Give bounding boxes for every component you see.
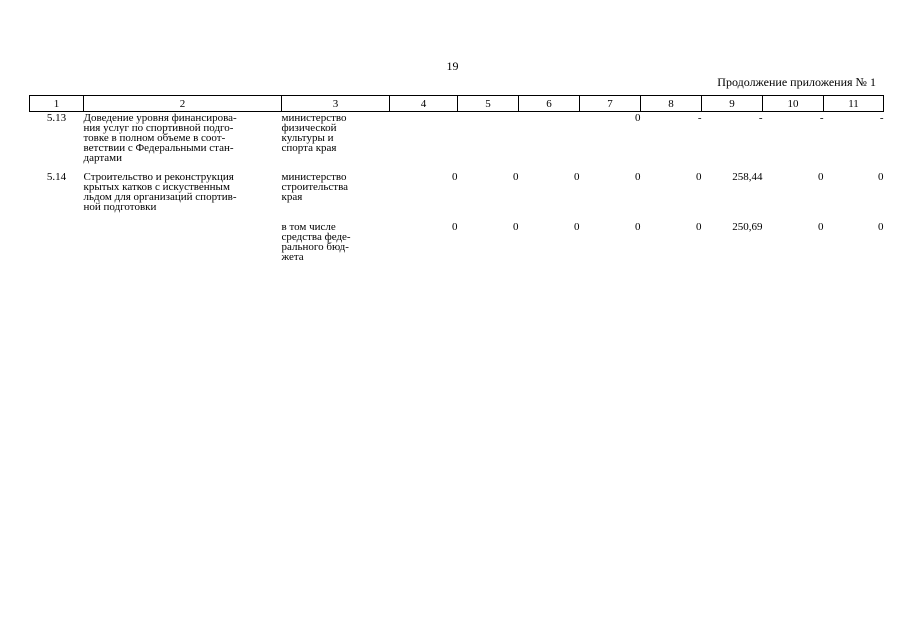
page-number: 19 (446, 59, 459, 73)
column-header: 8 (641, 96, 702, 112)
value-cell (390, 112, 458, 171)
row-organization (282, 220, 390, 266)
text-line: края (281, 191, 303, 203)
column-header: 2 (84, 96, 282, 112)
value-cell: - (697, 112, 702, 124)
column-header: 1 (30, 96, 84, 112)
row-number (30, 220, 84, 266)
column-header: 3 (282, 96, 390, 112)
value-cell: - (879, 112, 884, 124)
text-line: рального бюд- (281, 241, 349, 253)
text-line: министерство (281, 171, 347, 183)
value-cell: 0 (818, 171, 824, 183)
continuation-label: Продолжение приложения № 1 (717, 75, 876, 89)
text-line: строительства (281, 181, 349, 193)
text-line: льдом для организаций спортив- (83, 191, 237, 203)
text-line: физической (281, 122, 337, 134)
table-header-row (30, 96, 884, 112)
row-description (84, 112, 282, 171)
value-cell: 0 (635, 112, 641, 124)
column-header: 10 (763, 96, 824, 112)
text-line: дартами (83, 152, 123, 164)
row-description (84, 170, 282, 220)
row-number: 5.14 (46, 171, 67, 183)
value-cell: 250,69 (732, 221, 763, 233)
value-cell: 0 (696, 221, 702, 233)
column-header: 7 (580, 96, 641, 112)
text-line: Доведение уровня финансирова- (83, 112, 237, 124)
column-header: 6 (519, 96, 580, 112)
text-line: ния услуг по спортивной подго- (83, 122, 234, 134)
table-row (30, 112, 884, 171)
value-cell: 0 (452, 171, 458, 183)
text-line: крытых катков с искуственным (83, 181, 230, 193)
text-line: в том числе (281, 221, 336, 233)
value-cell: 0 (696, 171, 702, 183)
value-cell: 0 (818, 221, 824, 233)
value-cell (519, 112, 580, 171)
value-cell: 0 (878, 171, 884, 183)
table-row (30, 220, 884, 266)
text-line: товке в полном объеме в соот- (83, 132, 226, 144)
text-line: Строительство и реконструкция (83, 171, 234, 183)
text-line: спорта края (281, 142, 337, 154)
text-line: ветствии с Федеральными стан- (83, 142, 234, 154)
value-cell: - (758, 112, 763, 124)
value-cell: 0 (574, 171, 580, 183)
text-line: культуры и (281, 132, 334, 144)
row-organization (282, 170, 390, 220)
table-row (30, 170, 884, 220)
value-cell: 0 (635, 221, 641, 233)
text-line: средства феде- (281, 231, 351, 243)
value-cell: 0 (513, 221, 519, 233)
row-description (84, 220, 282, 266)
value-cell: - (819, 112, 824, 124)
value-cell: 0 (574, 221, 580, 233)
row-number: 5.13 (46, 112, 67, 124)
budget-table (29, 95, 884, 266)
column-header: 9 (702, 96, 763, 112)
value-cell: 0 (635, 171, 641, 183)
value-cell: 0 (452, 221, 458, 233)
value-cell: 0 (878, 221, 884, 233)
column-header: 5 (458, 96, 519, 112)
column-header: 4 (390, 96, 458, 112)
text-line: министерство (281, 112, 347, 124)
column-header: 11 (824, 96, 884, 112)
value-cell: 0 (513, 171, 519, 183)
text-line: жета (281, 251, 304, 263)
text-line: ной подготовки (83, 201, 157, 213)
value-cell (458, 112, 519, 171)
row-organization (282, 112, 390, 171)
value-cell: 258,44 (732, 171, 763, 183)
